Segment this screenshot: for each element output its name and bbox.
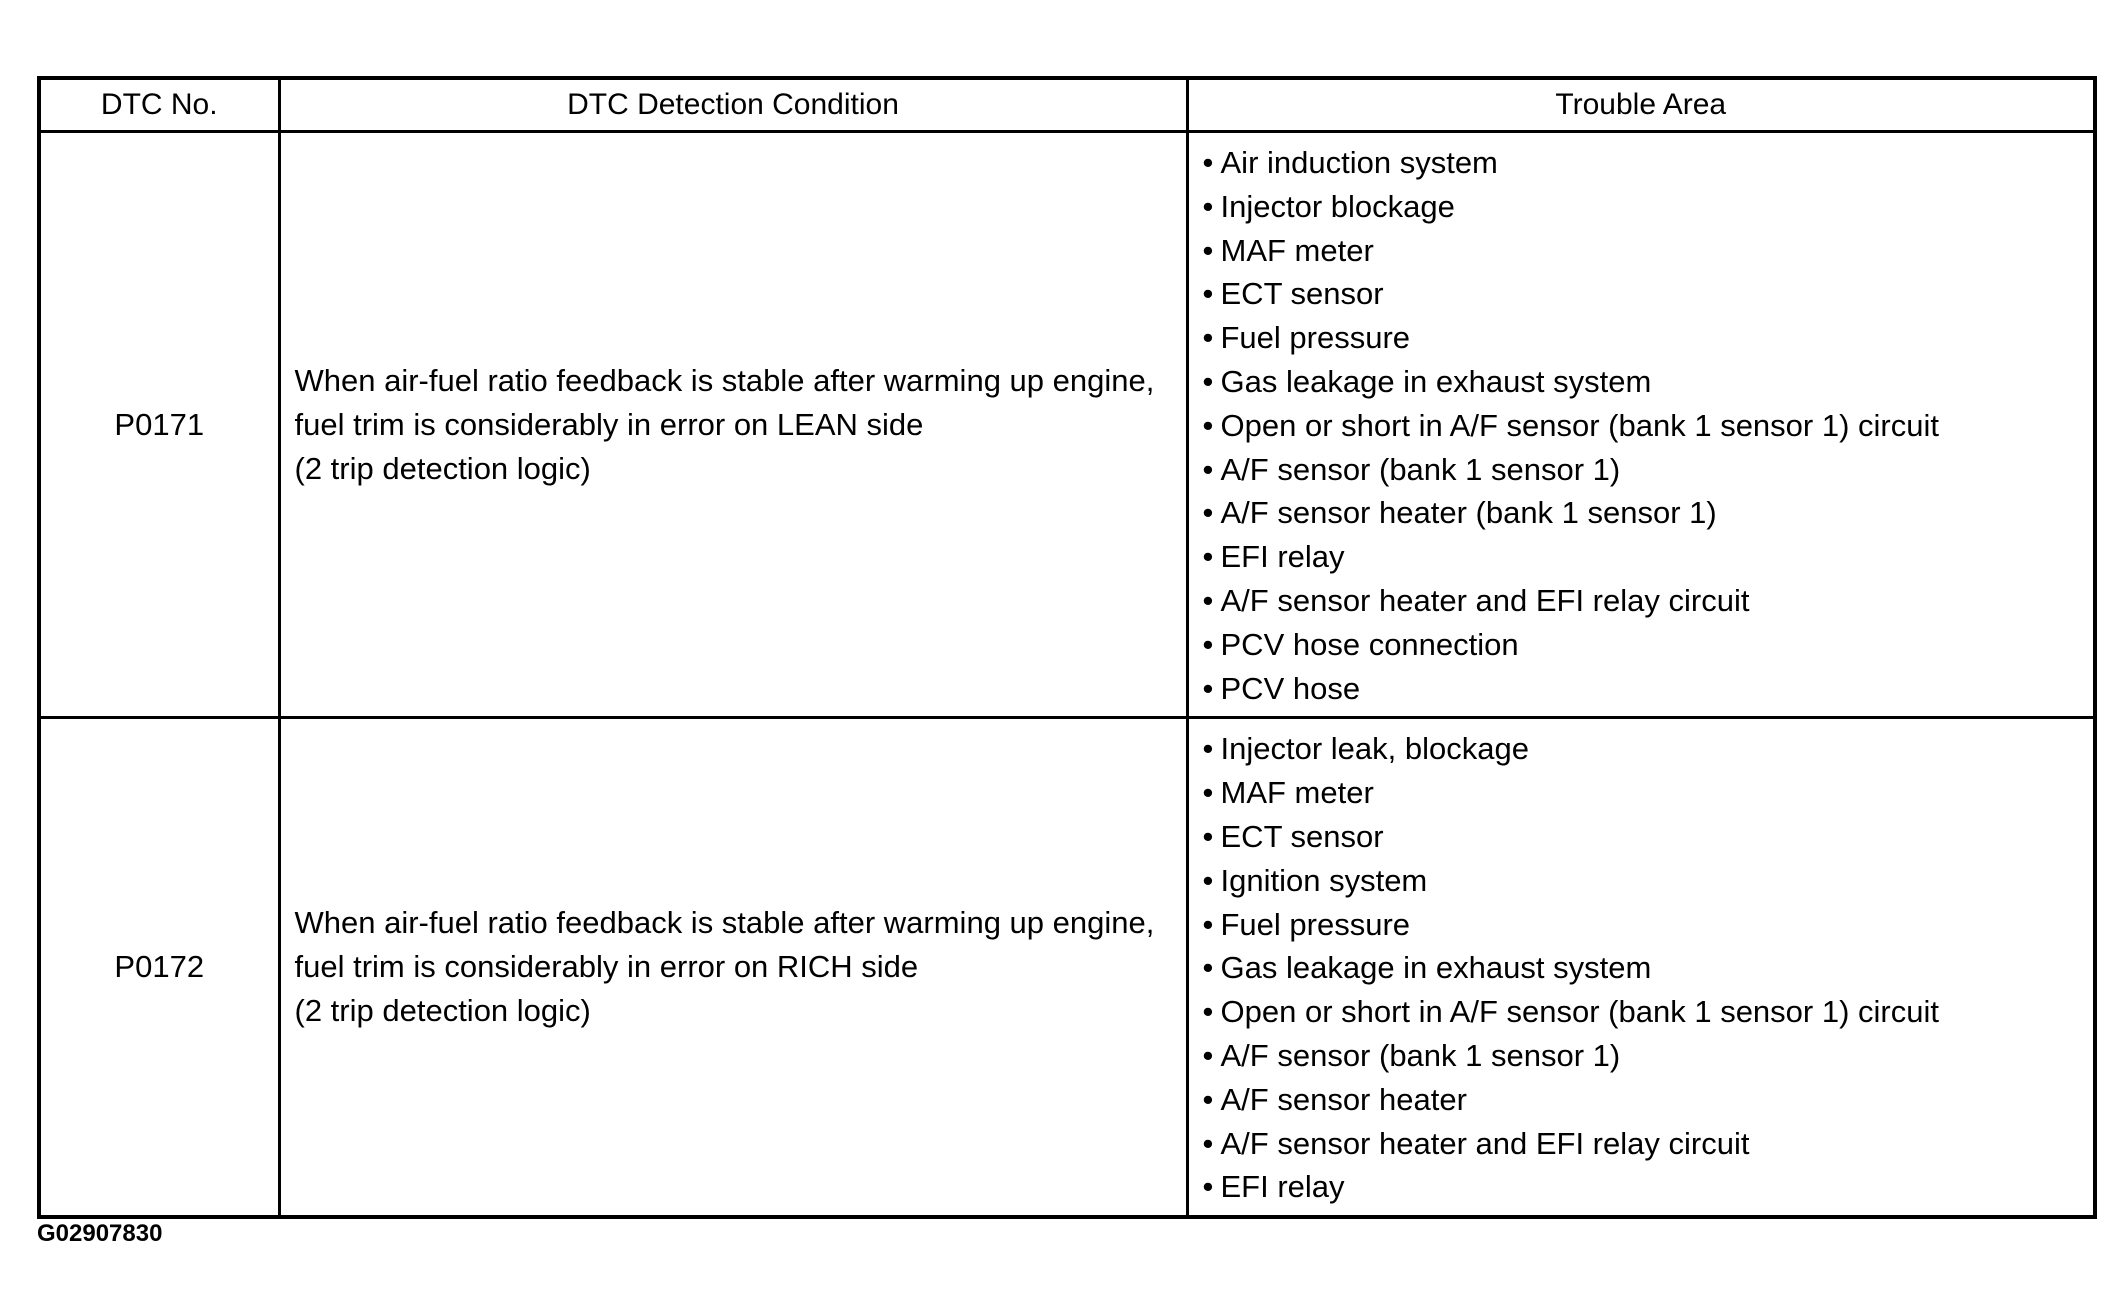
bullet-icon: • <box>1202 626 1214 662</box>
condition-line: (2 trip detection logic) <box>294 450 591 486</box>
list-item <box>1203 990 2094 1034</box>
trouble-area-text: Gas leakage in exhaust system <box>1220 950 1652 986</box>
list-item <box>1203 404 2094 448</box>
condition-line: (2 trip detection logic) <box>294 993 591 1029</box>
trouble-area-text: A/F sensor heater <box>1220 1081 1467 1117</box>
table-row-p0171 <box>39 132 2095 718</box>
trouble-area-text: A/F sensor (bank 1 sensor 1) <box>1220 1037 1621 1073</box>
header-trouble-area: Trouble Area <box>1187 78 2095 132</box>
bullet-icon: • <box>1202 862 1214 898</box>
trouble-area-text: Gas leakage in exhaust system <box>1220 363 1652 399</box>
trouble-area-cell <box>1187 718 2095 1217</box>
trouble-area-text: Air induction system <box>1220 145 1498 180</box>
trouble-area-text: A/F sensor heater and EFI relay circuit <box>1220 582 1750 618</box>
bullet-icon: • <box>1202 1037 1214 1073</box>
bullet-icon: • <box>1202 1125 1214 1161</box>
list-item <box>1203 448 2094 492</box>
list-item <box>1203 491 2094 535</box>
list-item <box>1203 771 2094 815</box>
trouble-area-text: PCV hose <box>1220 670 1361 706</box>
trouble-area-text: ECT sensor <box>1220 276 1384 312</box>
condition-line: fuel trim is considerably in error on RICH side <box>294 949 919 985</box>
bullet-icon: • <box>1202 906 1214 942</box>
trouble-area-text: Open or short in A/F sensor (bank 1 sensor 1) circuit <box>1220 994 1939 1030</box>
list-item <box>1203 360 2094 404</box>
list-item <box>1203 579 2094 623</box>
trouble-area-list <box>1203 727 2094 1209</box>
bullet-icon: • <box>1202 232 1214 268</box>
trouble-area-text: Ignition system <box>1220 862 1428 898</box>
condition-line: fuel trim is considerably in error on LEAN side <box>294 406 924 442</box>
bullet-icon: • <box>1202 950 1214 986</box>
trouble-area-text: MAF meter <box>1220 775 1374 811</box>
header-dtc-no: DTC No. <box>39 78 279 132</box>
bullet-icon: • <box>1202 731 1214 767</box>
bullet-icon: • <box>1202 670 1214 706</box>
trouble-area-text: EFI relay <box>1220 539 1345 575</box>
list-item <box>1203 1165 2094 1209</box>
trouble-area-text: Open or short in A/F sensor (bank 1 sensor 1) circuit <box>1220 407 1939 443</box>
list-item <box>1203 141 2094 185</box>
bullet-icon: • <box>1202 363 1214 399</box>
bullet-icon: • <box>1202 407 1214 443</box>
figure-code: G02907830 <box>37 1220 163 1247</box>
list-item <box>1203 667 2094 711</box>
list-item <box>1203 727 2094 771</box>
bullet-icon: • <box>1202 818 1214 854</box>
trouble-area-list <box>1203 141 2094 710</box>
bullet-icon: • <box>1202 582 1214 618</box>
trouble-area-text: A/F sensor (bank 1 sensor 1) <box>1220 451 1621 487</box>
trouble-area-cell <box>1187 132 2095 718</box>
condition-line: When air-fuel ratio feedback is stable after warming up engine, <box>294 362 1155 398</box>
trouble-area-text: Injector leak, blockage <box>1220 731 1529 767</box>
trouble-area-text: Fuel pressure <box>1220 906 1411 942</box>
list-item <box>1203 1078 2094 1122</box>
table-row-p0172 <box>39 718 2095 1217</box>
bullet-icon: • <box>1202 451 1214 487</box>
bullet-icon: • <box>1202 495 1214 531</box>
detection-condition <box>279 132 1187 718</box>
trouble-area-text: PCV hose connection <box>1220 626 1519 662</box>
list-item <box>1203 623 2094 667</box>
trouble-area-text: Injector blockage <box>1220 188 1455 224</box>
trouble-area-text: A/F sensor heater and EFI relay circuit <box>1220 1125 1750 1161</box>
dtc-table <box>37 76 2097 1219</box>
trouble-area-text: MAF meter <box>1220 232 1374 268</box>
list-item <box>1203 1122 2094 1166</box>
list-item <box>1203 316 2094 360</box>
bullet-icon: • <box>1202 994 1214 1030</box>
bullet-icon: • <box>1202 1081 1214 1117</box>
detection-condition <box>279 718 1187 1217</box>
bullet-icon: • <box>1202 775 1214 811</box>
trouble-area-text: A/F sensor heater (bank 1 sensor 1) <box>1220 495 1717 531</box>
condition-line: When air-fuel ratio feedback is stable after warming up engine, <box>294 905 1155 941</box>
list-item <box>1203 1034 2094 1078</box>
dtc-code: P0172 <box>39 718 279 1217</box>
list-item <box>1203 229 2094 273</box>
list-item <box>1203 272 2094 316</box>
list-item <box>1203 946 2094 990</box>
trouble-area-text: EFI relay <box>1220 1169 1345 1205</box>
bullet-icon: • <box>1202 145 1214 180</box>
list-item <box>1203 815 2094 859</box>
trouble-area-text: Fuel pressure <box>1220 320 1411 356</box>
dtc-code: P0171 <box>39 132 279 718</box>
bullet-icon: • <box>1202 320 1214 356</box>
bullet-icon: • <box>1202 276 1214 312</box>
trouble-area-text: ECT sensor <box>1220 818 1384 854</box>
header-row <box>39 78 2095 132</box>
list-item <box>1203 185 2094 229</box>
header-detection-condition: DTC Detection Condition <box>279 78 1187 132</box>
list-item <box>1203 859 2094 903</box>
bullet-icon: • <box>1202 188 1214 224</box>
list-item <box>1203 903 2094 947</box>
bullet-icon: • <box>1202 1169 1214 1205</box>
list-item <box>1203 535 2094 579</box>
bullet-icon: • <box>1202 539 1214 575</box>
